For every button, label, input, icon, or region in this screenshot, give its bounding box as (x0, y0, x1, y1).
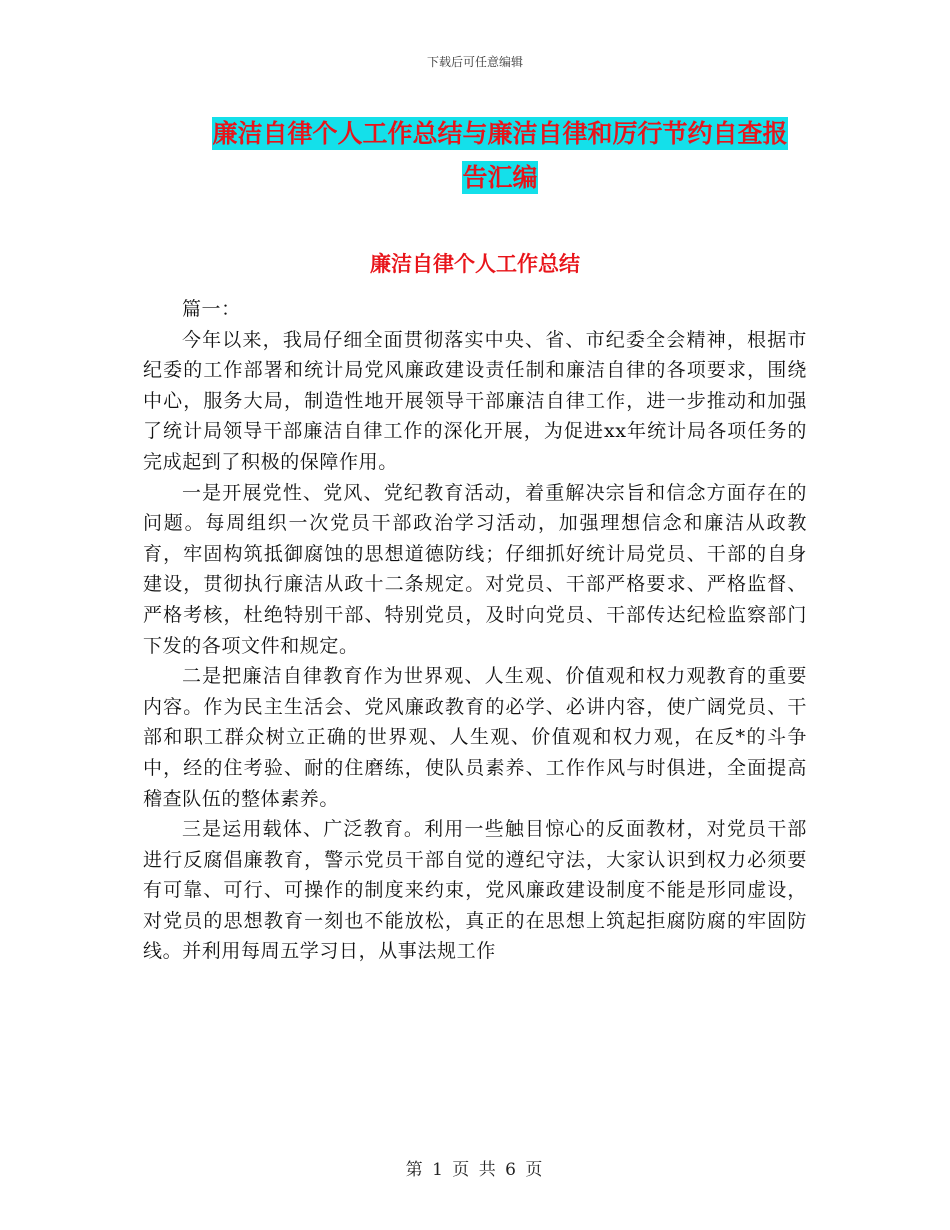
paragraph-point-one: 一是开展党性、党风、党纪教育活动，着重解决宗旨和信念方面存在的问题。每周组织一次党员干部政治学习活动，加强理想信念和廉洁从政教育，牢固构筑抵御腐蚀的思想道德防线；仔细抓好统计局党员、干部的自身建设，贯彻执行廉洁从政十二条规定。对党员、干部严格要求、严格监督、严格考核，杜绝特别干部、特别党员，及时向党员、干部传达纪检监察部门下发的各项文件和规定。 (143, 481, 807, 657)
section-title: 廉洁自律个人工作总结 (370, 252, 580, 276)
header-note: 下载后可任意编辑 (426, 55, 523, 69)
document-title-line-2: 告汇编 (462, 163, 538, 192)
paragraph-point-three: 三是运用载体、广泛教育。利用一些触目惊心的反面教材，对党员干部进行反腐倡廉教育，警示党员干部自觉的遵纪守法，大家认识到权力必须要有可靠、可行、可操作的制度来约束，党风廉政建设制度不能是形同虚设，对党员的思想教育一刻也不能放松，真正的在思想上筑起拒腐防腐的牢固防线。并利用每周五学习日，从事法规工作 (143, 818, 807, 963)
paragraph-point-two: 二是把廉洁自律教育作为世界观、人生观、价值观和权力观教育的重要内容。作为民主生活会、党风廉政教育的必学、必讲内容，使广阔党员、干部和职工群众树立正确的世界观、人生观、价值观和权力观，在反*的斗争中，经的住考验、耐的住磨练，使队员素养、工作作风与时俱进，全面提高稽查队伍的整体素养。 (143, 665, 807, 810)
document-title (160, 112, 840, 200)
paragraph-label: 篇一： (181, 298, 241, 320)
document-title-line-1: 廉洁自律个人工作总结与廉洁自律和厉行节约自查报 (212, 119, 788, 148)
body-text (143, 294, 807, 967)
page-number: 第 1 页 共 6 页 (405, 1160, 545, 1180)
paragraph-intro: 今年以来，我局仔细全面贯彻落实中央、省、市纪委全会精神，根据市纪委的工作部署和统计局党风廉政建设责任制和廉洁自律的各项要求，围绕中心，服务大局，制造性地开展领导干部廉洁自律工作，进一步推动和加强了统计局领导干部廉洁自律工作的深化开展，为促进xx年统计局各项任务的完成起到了积极的保障作用。 (143, 328, 807, 473)
